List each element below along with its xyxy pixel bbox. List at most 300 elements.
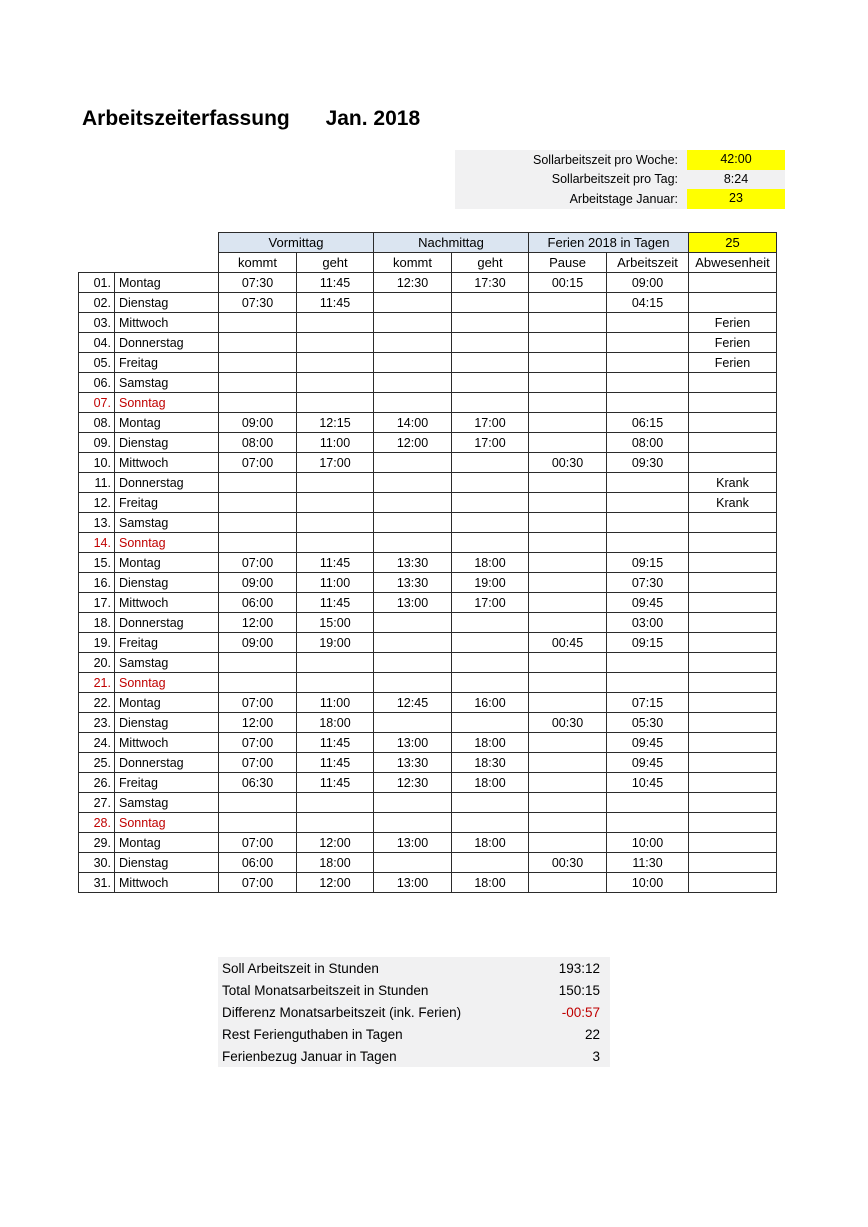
cell-time: 12:00 [219,613,297,633]
cell-time [297,533,374,553]
cell-time: 08:00 [219,433,297,453]
cell-absence [689,433,777,453]
cell-time: 12:00 [219,713,297,733]
table-row [79,333,777,353]
cell-time [529,513,607,533]
cell-time [452,653,529,673]
cell-time [607,473,689,493]
cell-time [297,813,374,833]
cell-time: 09:45 [607,733,689,753]
cell-time: 06:00 [219,853,297,873]
cell-time [452,333,529,353]
cell-time [452,853,529,873]
cell-time: 07:00 [219,873,297,893]
table-row [79,773,777,793]
cell-time [607,533,689,553]
cell-day-name: Dienstag [115,853,219,873]
cell-time: 07:00 [219,553,297,573]
table-row [79,493,777,513]
cell-day-name: Freitag [115,773,219,793]
cell-time [219,333,297,353]
cell-day-number: 04. [79,333,115,353]
cell-day-number: 29. [79,833,115,853]
cell-time [297,473,374,493]
cell-time [219,493,297,513]
cell-absence: Ferien [689,313,777,333]
info-value: 23 [687,189,785,209]
summary-label: Rest Ferienguthaben in Tagen [222,1026,403,1042]
cell-time: 00:15 [529,273,607,293]
cell-time: 11:45 [297,293,374,313]
cell-time [607,353,689,373]
col-header-geht-vormittag: geht [297,253,374,273]
table-row [79,293,777,313]
table-row [79,673,777,693]
cell-absence [689,373,777,393]
table-row [79,413,777,433]
cell-day-name: Freitag [115,493,219,513]
cell-absence [689,293,777,313]
summary-value: 150:15 [558,982,600,998]
cell-time: 11:00 [297,693,374,713]
cell-time [529,833,607,853]
cell-time: 07:00 [219,693,297,713]
header-vormittag: Vormittag [219,233,374,253]
cell-time: 11:30 [607,853,689,873]
cell-time [529,733,607,753]
cell-day-name: Mittwoch [115,733,219,753]
cell-time: 11:45 [297,753,374,773]
info-box [455,150,785,209]
table-row [79,633,777,653]
cell-day-name: Mittwoch [115,593,219,613]
cell-time [452,713,529,733]
cell-time: 09:00 [219,633,297,653]
cell-absence [689,793,777,813]
cell-day-number: 22. [79,693,115,713]
cell-time [219,653,297,673]
summary-value: 193:12 [558,960,600,976]
cell-time: 16:00 [452,693,529,713]
cell-time [607,813,689,833]
cell-time: 12:30 [374,273,452,293]
cell-time: 03:00 [607,613,689,633]
cell-time: 10:45 [607,773,689,793]
cell-day-number: 11. [79,473,115,493]
cell-time [529,873,607,893]
cell-absence [689,773,777,793]
cell-day-name: Montag [115,693,219,713]
cell-time: 07:30 [607,573,689,593]
cell-time: 00:30 [529,713,607,733]
cell-day-number: 23. [79,713,115,733]
cell-time [452,613,529,633]
cell-time [452,313,529,333]
cell-time: 09:45 [607,593,689,613]
summary-label: Total Monatsarbeitszeit in Stunden [222,982,429,998]
summary-label: Ferienbezug Januar in Tagen [222,1048,397,1064]
cell-time: 07:00 [219,833,297,853]
cell-time: 13:30 [374,573,452,593]
info-label: Arbeitstage Januar: [569,191,678,206]
table-row [79,553,777,573]
cell-time [529,753,607,773]
cell-time [529,693,607,713]
cell-time [529,353,607,373]
cell-time: 07:30 [219,293,297,313]
cell-time: 10:00 [607,833,689,853]
cell-time [374,293,452,313]
cell-time [607,373,689,393]
col-header-kommt-nachmittag: kommt [374,253,452,273]
cell-time [297,513,374,533]
cell-time: 12:15 [297,413,374,433]
col-header-arbeitszeit: Arbeitszeit [607,253,689,273]
page-header [82,107,420,131]
cell-time: 09:15 [607,553,689,573]
cell-time [297,793,374,813]
summary-label: Differenz Monatsarbeitszeit (ink. Ferien) [222,1004,462,1020]
cell-day-number: 18. [79,613,115,633]
cell-time: 13:00 [374,593,452,613]
col-header-pause: Pause [529,253,607,273]
summary-row [218,1001,610,1023]
cell-day-number: 16. [79,573,115,593]
cell-absence [689,653,777,673]
cell-time [529,793,607,813]
cell-time [529,673,607,693]
summary-row [218,979,610,1001]
cell-day-number: 17. [79,593,115,613]
cell-time [297,313,374,333]
cell-time [374,533,452,553]
cell-absence [689,873,777,893]
cell-day-number: 24. [79,733,115,753]
cell-time [297,373,374,393]
cell-time [607,793,689,813]
table-row [79,473,777,493]
cell-absence [689,413,777,433]
cell-absence [689,553,777,573]
cell-day-number: 25. [79,753,115,773]
summary-row [218,957,610,979]
cell-time [529,473,607,493]
cell-day-number: 21. [79,673,115,693]
cell-absence [689,273,777,293]
cell-time [529,313,607,333]
cell-time: 09:00 [219,573,297,593]
cell-absence: Ferien [689,353,777,373]
cell-time: 18:00 [452,553,529,573]
cell-day-name: Samstag [115,653,219,673]
cell-time: 18:00 [452,773,529,793]
cell-time [374,853,452,873]
cell-time: 18:00 [452,833,529,853]
cell-time [452,813,529,833]
cell-day-number: 09. [79,433,115,453]
cell-day-number: 07. [79,393,115,413]
cell-day-name: Freitag [115,633,219,653]
cell-time [219,513,297,533]
cell-day-number: 14. [79,533,115,553]
cell-time [297,673,374,693]
cell-time: 17:00 [297,453,374,473]
cell-time [297,353,374,373]
cell-time [607,513,689,533]
table-row [79,693,777,713]
table-row [79,753,777,773]
cell-time [374,653,452,673]
cell-absence [689,853,777,873]
cell-day-name: Montag [115,273,219,293]
cell-day-name: Montag [115,833,219,853]
cell-day-number: 30. [79,853,115,873]
cell-time [297,333,374,353]
page-period: Jan. 2018 [325,107,421,130]
header-spacer [79,253,219,273]
cell-absence [689,833,777,853]
cell-day-name: Sonntag [115,393,219,413]
cell-time [374,713,452,733]
cell-time: 06:15 [607,413,689,433]
cell-time [374,353,452,373]
table-row [79,793,777,813]
cell-day-name: Dienstag [115,573,219,593]
cell-time: 17:00 [452,593,529,613]
header-ferien-value: 25 [689,233,777,253]
cell-time: 09:45 [607,753,689,773]
cell-day-number: 28. [79,813,115,833]
info-row [455,170,785,190]
cell-time [374,633,452,653]
cell-time [219,813,297,833]
cell-time [529,413,607,433]
cell-day-name: Sonntag [115,673,219,693]
cell-time: 12:00 [297,833,374,853]
summary-value: -00:57 [561,1004,600,1020]
cell-day-name: Mittwoch [115,453,219,473]
cell-time: 19:00 [297,633,374,653]
cell-day-number: 27. [79,793,115,813]
cell-day-number: 20. [79,653,115,673]
cell-absence [689,453,777,473]
cell-day-name: Dienstag [115,713,219,733]
cell-day-name: Donnerstag [115,333,219,353]
cell-time [219,393,297,413]
summary-row [218,1023,610,1045]
info-value: 42:00 [687,150,785,170]
cell-time: 09:30 [607,453,689,473]
cell-day-name: Samstag [115,793,219,813]
cell-day-name: Sonntag [115,813,219,833]
cell-absence [689,593,777,613]
timesheet-table [78,232,777,893]
cell-time: 04:15 [607,293,689,313]
cell-time [529,493,607,513]
cell-time [529,773,607,793]
cell-time: 13:00 [374,873,452,893]
cell-time [529,293,607,313]
table-row [79,433,777,453]
cell-time: 11:45 [297,553,374,573]
cell-time [219,313,297,333]
cell-time [607,673,689,693]
page-title: Arbeitszeiterfassung [82,107,290,130]
cell-time: 09:00 [219,413,297,433]
cell-time [452,673,529,693]
cell-day-name: Sonntag [115,533,219,553]
cell-time [607,493,689,513]
cell-time [374,393,452,413]
cell-time: 07:00 [219,753,297,773]
cell-time [219,373,297,393]
cell-day-number: 15. [79,553,115,573]
cell-time [374,473,452,493]
cell-day-name: Donnerstag [115,473,219,493]
cell-day-number: 01. [79,273,115,293]
cell-day-number: 03. [79,313,115,333]
cell-time [529,533,607,553]
cell-time [374,453,452,473]
cell-day-name: Montag [115,553,219,573]
cell-day-number: 02. [79,293,115,313]
cell-time [607,393,689,413]
cell-time [529,813,607,833]
cell-time: 06:30 [219,773,297,793]
cell-time: 13:30 [374,753,452,773]
cell-time [452,293,529,313]
cell-time: 17:30 [452,273,529,293]
cell-day-number: 26. [79,773,115,793]
cell-time: 00:30 [529,853,607,873]
info-row [455,150,785,170]
cell-time: 09:15 [607,633,689,653]
cell-time [374,513,452,533]
cell-time [219,533,297,553]
table-row [79,853,777,873]
cell-time: 09:00 [607,273,689,293]
table-row [79,533,777,553]
summary-row [218,1045,610,1067]
cell-time: 13:00 [374,833,452,853]
header-ferien-label: Ferien 2018 in Tagen [529,233,689,253]
cell-time: 00:30 [529,453,607,473]
cell-day-name: Mittwoch [115,313,219,333]
cell-absence: Krank [689,493,777,513]
info-label: Sollarbeitszeit pro Tag: [551,172,678,187]
cell-time [374,613,452,633]
cell-time [452,473,529,493]
cell-time [529,553,607,573]
cell-time [374,333,452,353]
header-spacer [79,233,219,253]
table-row [79,573,777,593]
summary-box [218,957,610,1067]
cell-day-number: 05. [79,353,115,373]
cell-time: 12:00 [374,433,452,453]
table-row [79,273,777,293]
cell-absence [689,613,777,633]
cell-day-number: 19. [79,633,115,653]
cell-time: 15:00 [297,613,374,633]
cell-day-name: Montag [115,413,219,433]
table-row [79,733,777,753]
table-row [79,833,777,853]
cell-absence [689,513,777,533]
cell-time [374,373,452,393]
table-row [79,453,777,473]
cell-time: 11:45 [297,593,374,613]
cell-time: 18:00 [297,713,374,733]
summary-value: 22 [584,1026,600,1042]
cell-time [529,573,607,593]
cell-time [297,393,374,413]
cell-absence [689,393,777,413]
cell-day-name: Donnerstag [115,613,219,633]
cell-time: 08:00 [607,433,689,453]
cell-day-number: 31. [79,873,115,893]
info-label: Sollarbeitszeit pro Woche: [533,152,678,167]
table-row [79,713,777,733]
cell-time [607,313,689,333]
table-row [79,873,777,893]
cell-day-name: Donnerstag [115,753,219,773]
table-row [79,373,777,393]
cell-time: 11:00 [297,433,374,453]
timesheet-header [79,233,777,273]
cell-day-name: Dienstag [115,293,219,313]
cell-time: 13:00 [374,733,452,753]
header-nachmittag: Nachmittag [374,233,529,253]
cell-day-name: Samstag [115,373,219,393]
cell-time: 17:00 [452,413,529,433]
cell-day-name: Freitag [115,353,219,373]
cell-day-number: 13. [79,513,115,533]
cell-time [529,653,607,673]
cell-day-number: 10. [79,453,115,473]
cell-time: 12:00 [297,873,374,893]
cell-time: 11:00 [297,573,374,593]
table-row [79,393,777,413]
cell-day-number: 08. [79,413,115,433]
cell-day-name: Mittwoch [115,873,219,893]
timesheet-body [79,273,777,893]
info-row [455,189,785,209]
cell-absence [689,673,777,693]
cell-time: 13:30 [374,553,452,573]
cell-time [374,793,452,813]
table-row [79,813,777,833]
cell-time [452,453,529,473]
table-row [79,653,777,673]
cell-time: 18:30 [452,753,529,773]
cell-day-name: Dienstag [115,433,219,453]
cell-day-number: 06. [79,373,115,393]
cell-absence [689,573,777,593]
cell-time [529,433,607,453]
cell-time [219,473,297,493]
cell-time [452,513,529,533]
column-header-row [79,253,777,273]
cell-time [607,653,689,673]
cell-time [452,793,529,813]
table-row [79,593,777,613]
cell-time: 18:00 [452,733,529,753]
cell-time [219,353,297,373]
cell-time [374,313,452,333]
cell-time [219,793,297,813]
cell-time: 00:45 [529,633,607,653]
